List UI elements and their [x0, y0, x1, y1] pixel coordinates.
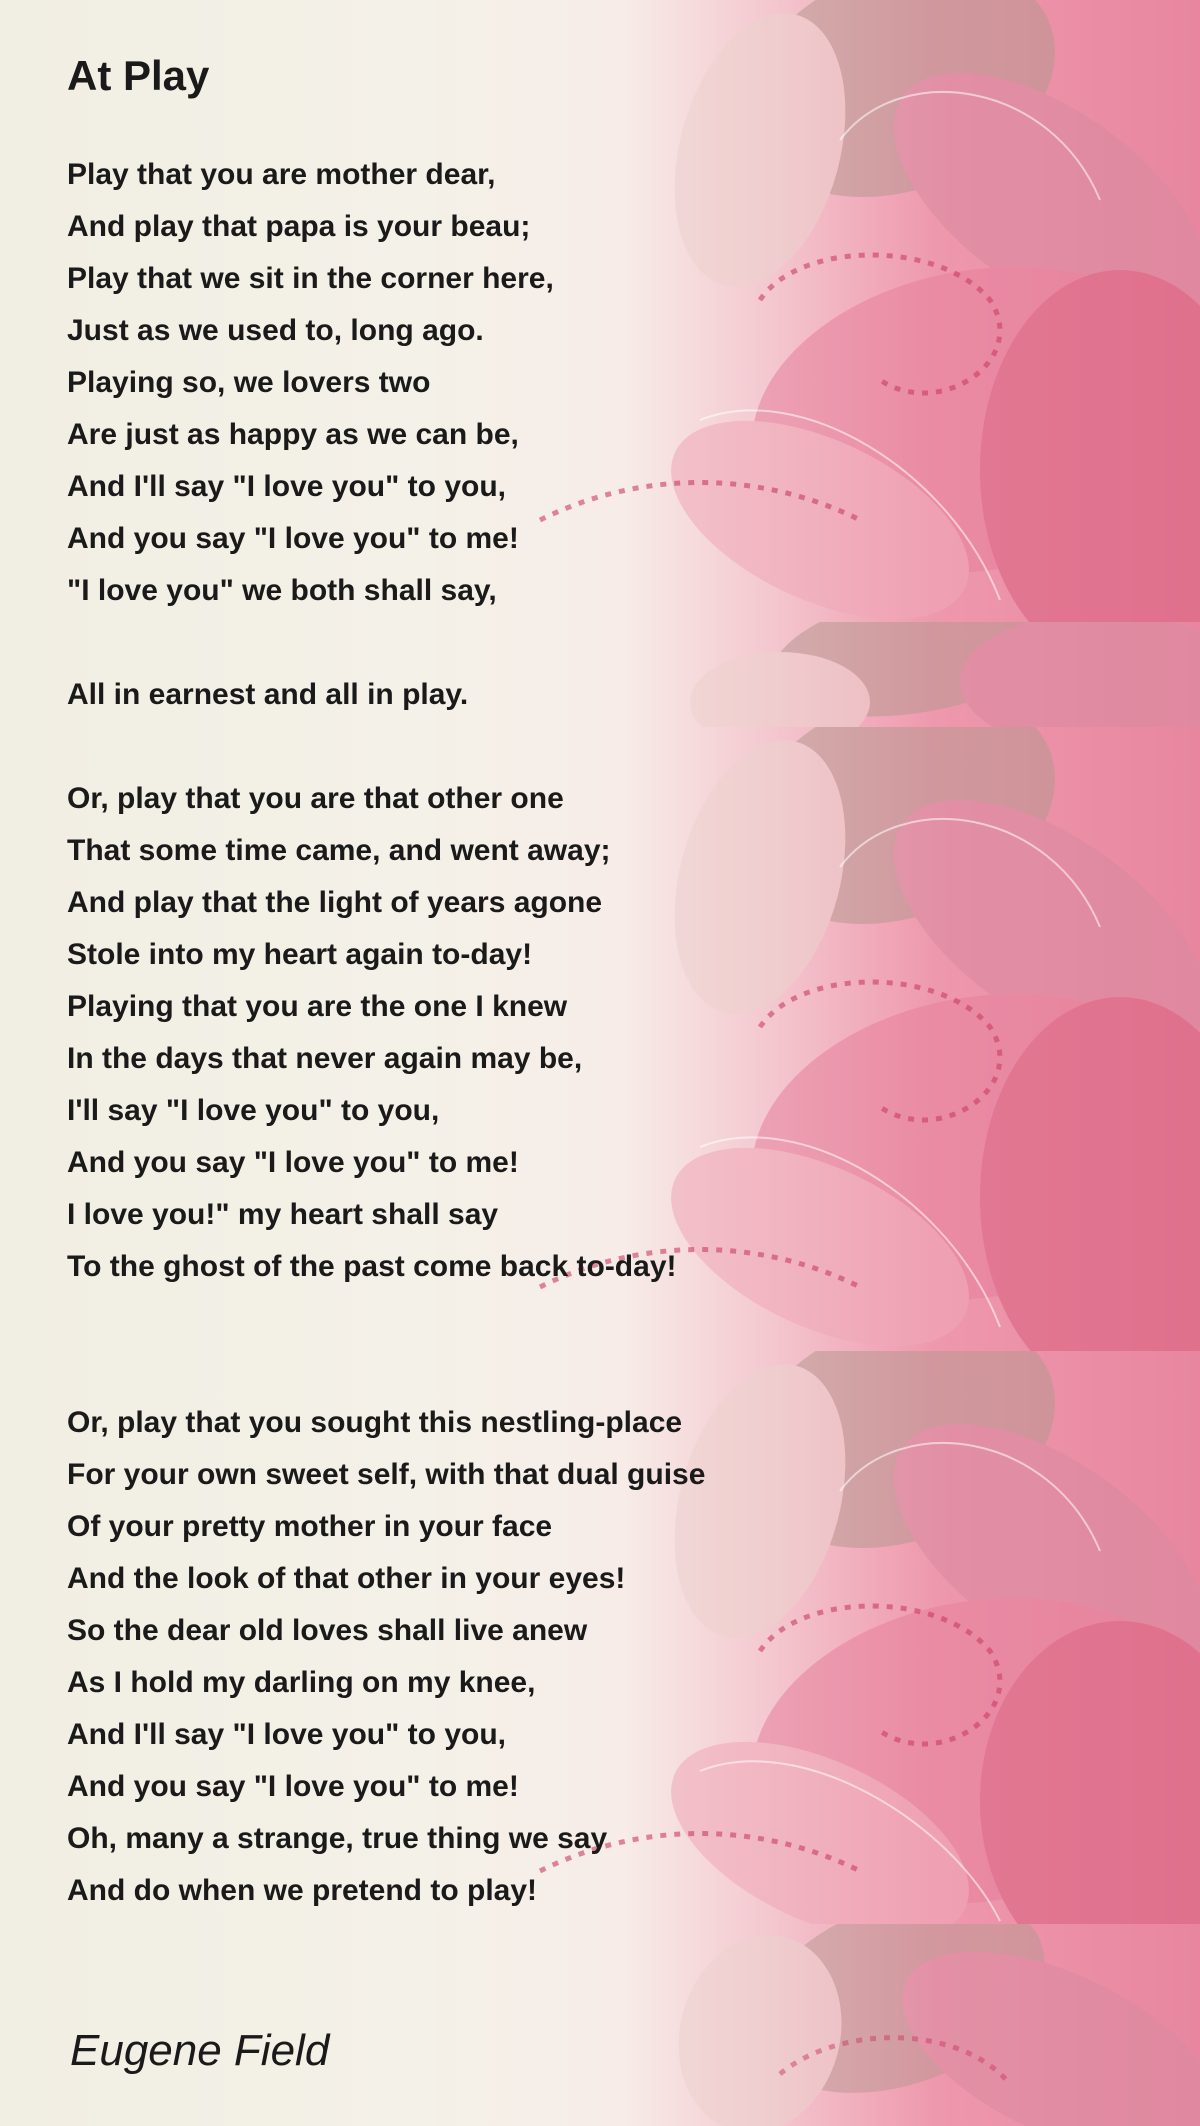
- poem-line: I love you!" my heart shall say: [67, 1198, 499, 1231]
- poem-line: Of your pretty mother in your face: [67, 1510, 553, 1543]
- poem-line: And you say "I love you" to me!: [67, 1770, 519, 1803]
- poem-line: And I'll say "I love you" to you,: [67, 470, 506, 503]
- poem-line: In the days that never again may be,: [67, 1042, 583, 1075]
- poem-line: Stole into my heart again to-day!: [67, 938, 533, 971]
- poem-title: At Play: [67, 52, 210, 99]
- poem-line: And the look of that other in your eyes!: [67, 1562, 626, 1595]
- poem-line: Playing so, we lovers two: [67, 366, 431, 399]
- poem-line: I'll say "I love you" to you,: [67, 1094, 440, 1127]
- poem-line: Or, play that you sought this nestling-place: [67, 1406, 683, 1439]
- poem-line: That some time came, and went away;: [67, 834, 611, 867]
- poem-line: So the dear old loves shall live anew: [67, 1614, 588, 1647]
- poem-line: Are just as happy as we can be,: [67, 418, 519, 451]
- poem-line: And play that papa is your beau;: [67, 210, 531, 243]
- poem-line: And play that the light of years agone: [67, 886, 603, 919]
- poem-line: Playing that you are the one I knew: [67, 990, 568, 1023]
- poem-author: Eugene Field: [70, 2026, 330, 2075]
- poem-line: And you say "I love you" to me!: [67, 522, 519, 555]
- poem-line: All in earnest and all in play.: [67, 678, 469, 711]
- poem-line: As I hold my darling on my knee,: [67, 1666, 536, 1699]
- poem-line: And do when we pretend to play!: [67, 1874, 538, 1907]
- poem-line: For your own sweet self, with that dual guise: [67, 1458, 706, 1491]
- poem-line: Or, play that you are that other one: [67, 782, 564, 815]
- poem-line: To the ghost of the past come back to-day!: [67, 1250, 677, 1283]
- poem-line: Play that you are mother dear,: [67, 158, 496, 191]
- poem-line: Oh, many a strange, true thing we say: [67, 1822, 608, 1855]
- poem-line: And you say "I love you" to me!: [67, 1146, 519, 1179]
- poem-line: Just as we used to, long ago.: [67, 314, 484, 347]
- poem-line: Play that we sit in the corner here,: [67, 262, 554, 295]
- poem-line: And I'll say "I love you" to you,: [67, 1718, 506, 1751]
- poem-line: "I love you" we both shall say,: [67, 574, 497, 607]
